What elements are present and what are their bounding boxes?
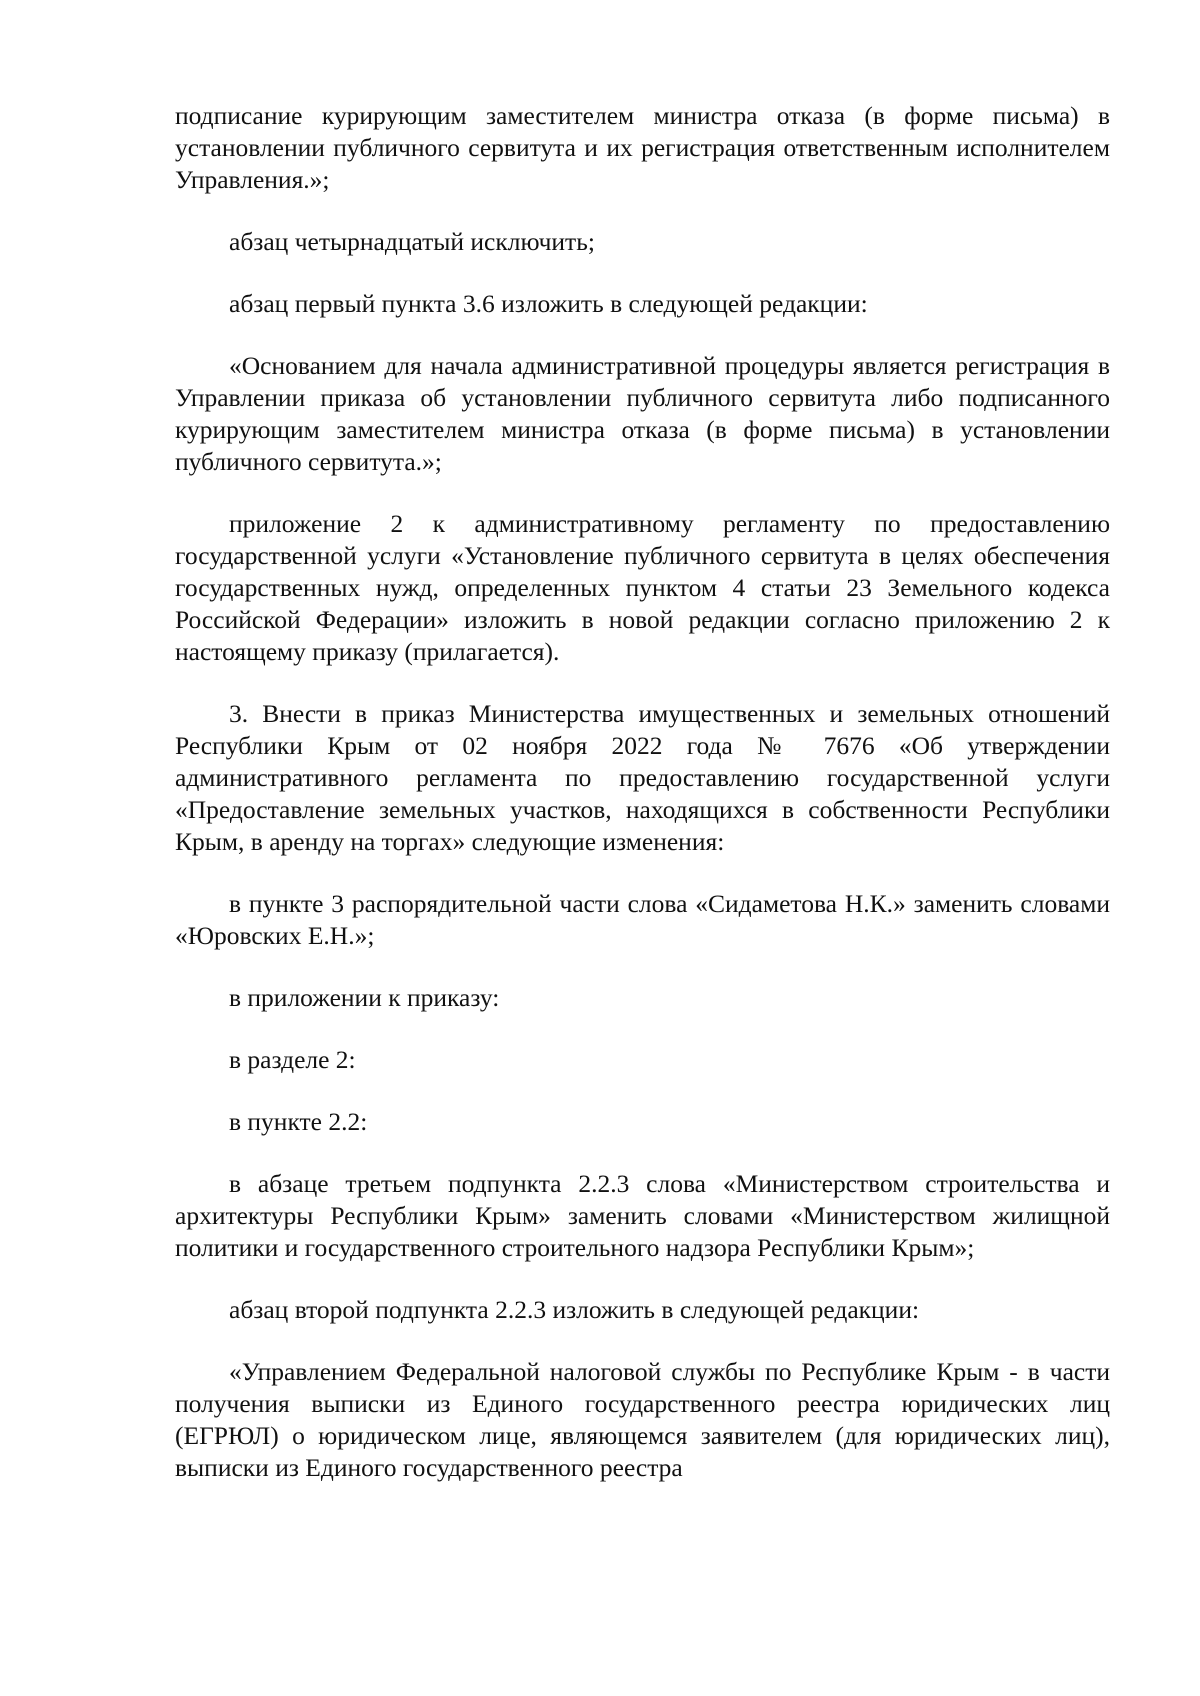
- paragraph-3: абзац первый пункта 3.6 изложить в следующей редакции:: [229, 289, 868, 318]
- paragraph-13: «Управлением Федеральной налоговой службы по Республике Крым - в части получения выписки из Единого государственного реестра юридических лиц (ЕГРЮЛ) о юридическом лице, являющемся заявителем (для юридических лиц), выписки из Единого государственного реестра: [175, 1357, 1110, 1482]
- paragraph-12: абзац второй подпункта 2.2.3 изложить в следующей редакции:: [229, 1295, 920, 1324]
- paragraph-1: подписание курирующим заместителем министра отказа (в форме письма) в установлении публичного сервитута и их регистрация ответственным исполнителем Управления.»;: [175, 101, 1110, 194]
- paragraph-6: 3. Внести в приказ Министерства имущественных и земельных отношений Республики Крым от 02 ноября 2022 года № 7676 «Об утверждении административного регламента по предоставлению государственной услуги «Предоставление земельных участков, находящихся в собственности Республики Крым, в аренду на торгах» следующие изменения:: [175, 699, 1110, 856]
- paragraph-7: в пункте 3 распорядительной части слова «Сидаметова Н.К.» заменить словами «Юровских Е.Н.»;: [175, 889, 1110, 950]
- paragraph-4: «Основанием для начала административной процедуры является регистрация в Управлении приказа об установлении публичного сервитута либо подписанного курирующим заместителем министра отказа (в форме письма) в установлении публичного сервитута.»;: [175, 351, 1110, 476]
- paragraph-2: абзац четырнадцатый исключить;: [229, 227, 595, 256]
- paragraph-10: в пункте 2.2:: [229, 1107, 368, 1136]
- document-body: [175, 100, 1110, 1484]
- paragraph-8: в приложении к приказу:: [229, 983, 500, 1012]
- paragraph-11: в абзаце третьем подпункта 2.2.3 слова «Министерством строительства и архитектуры Республики Крым» заменить словами «Министерством жилищной политики и государственного строительного надзора Республики Крым»;: [175, 1169, 1110, 1262]
- paragraph-9: в разделе 2:: [229, 1045, 356, 1074]
- paragraph-5: приложение 2 к административному регламенту по предоставлению государственной услуги «Установление публичного сервитута в целях обеспечения государственных нужд, определенных пунктом 4 статьи 23 Земельного кодекса Российской Федерации» изложить в новой редакции согласно приложению 2 к настоящему приказу (прилагается).: [175, 509, 1110, 666]
